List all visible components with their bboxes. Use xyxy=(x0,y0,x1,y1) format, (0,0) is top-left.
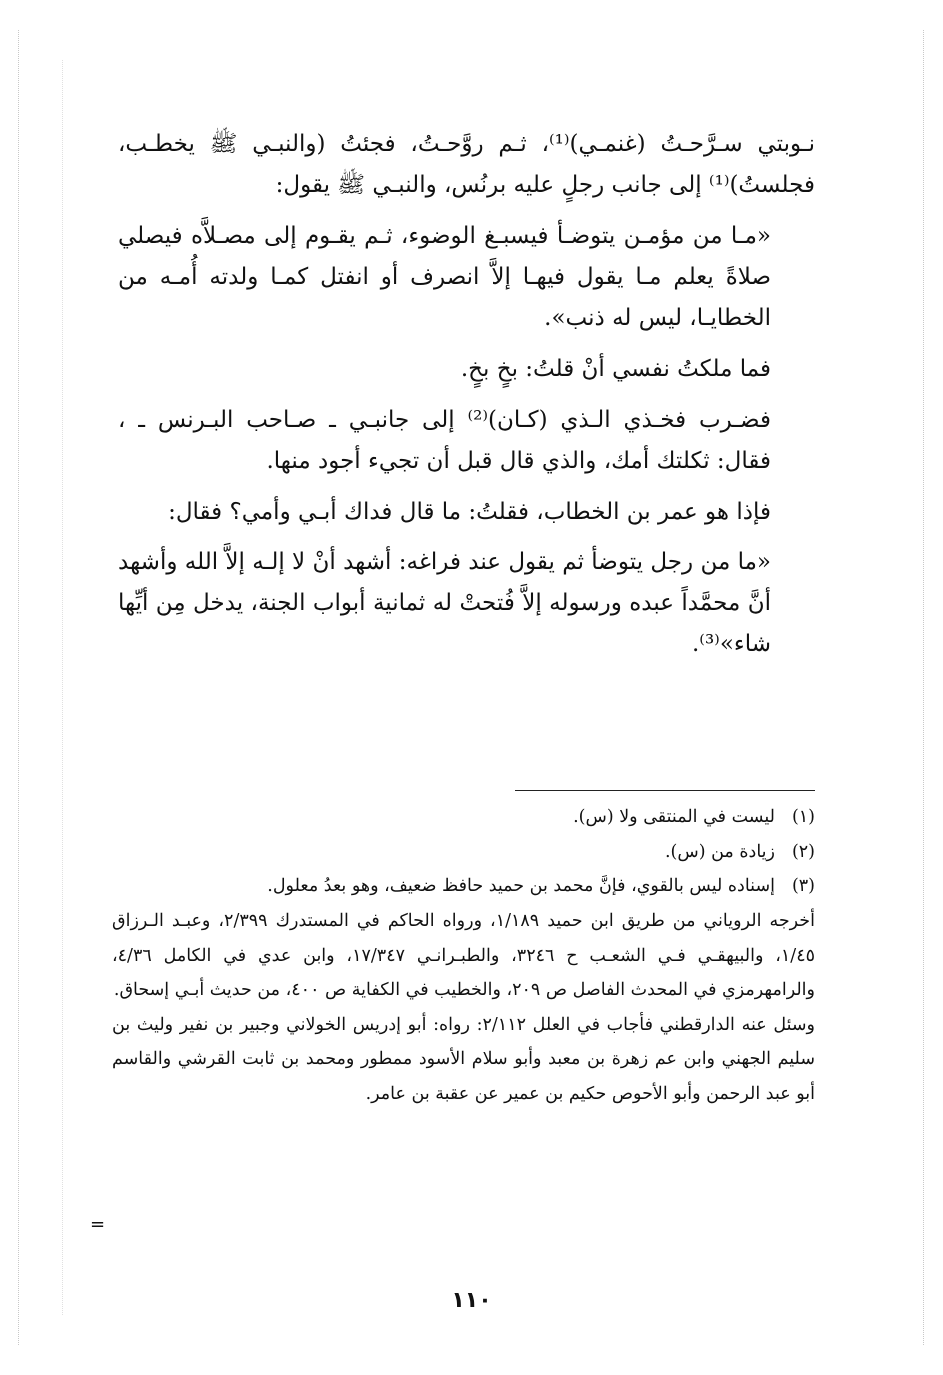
continuation-mark: = xyxy=(90,1214,106,1235)
footnote-separator xyxy=(515,790,815,791)
footnote-3-sources: أخرجه الروياني من طريق ابن حميد ١/١٨٩، ورواه الحاكم في المستدرك ٢/٣٩٩، وعبـد الـرزاق ١/٤٥، والبيهقـي فـي الشعـب ح ٣٢٤٦، والطبـرانـي ١٧/٣٤٧، وابن عدي في الكامل ٤/٣٦، والرامهرمزي في المحدث الفاصل ص ٢٠٩، والخطيب في الكفاية ص ٤٠٠، من حديث أبـي إسحاق. xyxy=(112,910,816,1001)
paragraph-6: «ما من رجل يتوضأ ثم يقول عند فراغه: أشهد أنْ لا إلـه إلاَّ الله وأشهد أنَّ محمَّداً عبده ورسوله إلاَّ فُتحتْ له ثمانية أبواب الجنة، يدخل مِن أيِّها شاء»⁽³⁾. xyxy=(118,549,771,658)
scan-margin-left xyxy=(18,30,20,1345)
footnote-2-number: (٢) xyxy=(791,841,815,862)
paragraph-2: «مـا من مؤمـن يتوضـأ فيسبـغ الوضوء، ثـم يقـوم إلى مصـلاَّه فيصلي صلاةً يعلم مـا يقول فيهـا إلاَّ انصرف أو انفتل كمـا ولدته أُمـه من الخطايـا، ليس له ذنب». xyxy=(118,222,771,331)
footnote-3-daraqutni: وسئل عنه الدارقطني فأجاب في العلل ٢/١١٢: رواه: أبو إدريس الخولاني وجبير بن نفير وليث بن سليم الجهني وابن عم زهرة بن معبد وأبو سلام الأسود ممطور ومحمد بن ثابت القرشي والقاسم أبو عبد الرحمن وأبو الأحوص حكيم بن عمير عن عقبة بن عامر. xyxy=(112,1014,815,1105)
footnote-1 xyxy=(112,800,815,835)
page-number: ١١٠ xyxy=(451,1288,492,1313)
footnote-3-text: إسناده ليس بالقوي، فإنَّ محمد بن حميد حافظ ضعيف، وهو بعدُ معلول. xyxy=(267,876,775,897)
footnote-2-text: زيادة من (س). xyxy=(664,841,775,862)
footnote-2 xyxy=(112,835,815,870)
footnote-1-text: ليست في المنتقى ولا (س). xyxy=(573,807,775,827)
scan-margin-left-inner xyxy=(62,60,63,1315)
paragraph-3: فما ملكتُ نفسي أنْ قلتُ: بخٍ بخٍ. xyxy=(460,355,771,382)
paragraph-1: نـوبتي سـرَّحـتُ (غنمـي)⁽¹⁾، ثـم روَّحـتُ، فجئتُ (والنبـي ﷺ يخطـب، فجلستُ)⁽¹⁾ إلى جانب رجلٍ عليه برنُس، والنبـي ﷺ يقول: xyxy=(118,131,815,198)
scan-margin-right xyxy=(923,30,925,1345)
paragraph-5: فإذا هو عمر بن الخطاب، فقلتُ: ما قال فداك أبـي وأمي؟ فقال: xyxy=(168,498,771,525)
footnote-3 xyxy=(112,869,815,904)
footnote-1-number: (١) xyxy=(791,807,815,827)
main-text xyxy=(118,124,815,675)
footnote-3-number: (٣) xyxy=(791,876,815,897)
footnotes xyxy=(112,800,815,1112)
paragraph-4: فضـرب فخـذي الـذي (كـان)⁽²⁾ إلى جانبـي ـ صـاحب البـرنس ـ ، فقال: ثكلتك أمك، والذي قال قبل أن تجيء أجود منها. xyxy=(118,406,771,474)
